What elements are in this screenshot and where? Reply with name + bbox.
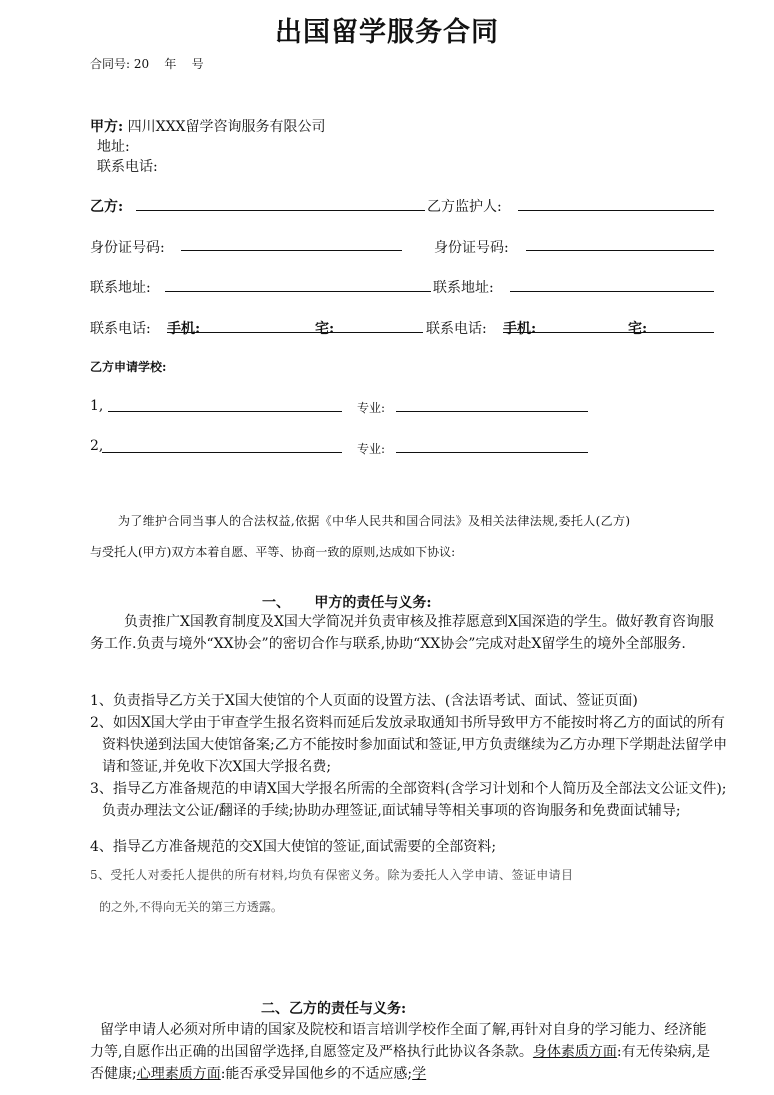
section-1-item-3: 3、指导乙方准备规范的申请X国大学报名所需的全部资料(含学习计划和个人简历及全部法文公证文件);负责办理法文公证/翻译的手续;协助办理签证,面试辅导等相关事项的咨询服务和免费面试辅导; [90,781,727,819]
tel-label-right: 联系电话: [426,321,487,337]
major-2-field[interactable] [396,452,588,453]
major-1-label: 专业: [357,401,386,415]
section-2-text-a: 留学申请人必须对所申请的国家及院校和语言培训学校作全面了解,再针对自身的学习能力、经济能力等,自愿作出正确的出国留学选择,自愿签定及严格执行此协议各条款。 [90,1022,707,1060]
section-1-item-4: 4、指导乙方准备规范的交X国大使馆的签证,面试需要的全部资料; [90,839,497,855]
section-2-paragraph [90,1019,716,1085]
section-1-item-1: 1、负责指导乙方关于X国大使馆的个人页面的设置方法、(含法语考试、面试、签证页面) [90,693,638,709]
intro-line-1: 为了维护合同当事人的合法权益,依据《中华人民共和国合同法》及相关法律法规,委托人(乙方) [118,514,631,528]
section-1-item-5-line-2: 的之外,不得向无关的第三方透露。 [99,900,283,914]
mobile-label-left: 手机: [167,321,201,337]
school-2-field[interactable] [102,452,342,453]
home-label-right: 宅: [628,321,648,337]
section-2-text-f: 学 [412,1066,427,1082]
intro-line-2: 与受托人(甲方)双方本着自愿、平等、协商一致的原则,达成如下协议: [90,545,456,559]
school-2-number: 2, [90,438,104,454]
address-field-left[interactable] [165,291,431,292]
guardian-field[interactable] [518,210,714,211]
section-1-item-5-line-1: 5、受托人对委托人提供的所有材料,均负有保密义务。除为委托人入学申请、签证申请目 [90,868,574,882]
tel-label-left: 联系电话: [90,321,151,337]
address-label-right: 联系地址: [433,280,494,296]
address-field-right[interactable] [510,291,714,292]
section-1-paragraph: 负责推广X国教育制度及X国大学简况并负责审核及推荐愿意到X国深造的学生。做好教育咨询服务工作.负责与境外“XX协会”的密切合作与联系,协助“XX协会”完成对赴X留学生的境外全部服务. [90,614,714,652]
section-2-heading: 二、乙方的责任与义务: [261,1001,407,1017]
section-2-text-e: :能否承受异国他乡的不适应感; [220,1066,413,1082]
home-label-left: 宅: [315,321,335,337]
id-label-right: 身份证号码: [434,240,509,256]
party-b-name-field[interactable] [136,210,425,211]
section-1-heading: 一、 甲方的责任与义务: [262,595,432,611]
section-2-text-c: :有无传染病,是否健康; [90,1044,711,1082]
party-a-address: 地址: [97,139,130,155]
id-field-right[interactable] [526,250,714,251]
id-field-left[interactable] [181,250,402,251]
school-1-number: 1, [90,398,104,414]
tel-field-left[interactable] [167,332,423,333]
party-a-line [90,116,326,136]
major-2-label: 专业: [357,442,386,456]
physical-quality-label: 身体素质方面 [532,1044,617,1060]
section-1-item-2: 2、如因X国大学由于审查学生报名资料而延后发放录取通知书所导致甲方不能按时将乙方的面试的所有资料快递到法国大使馆备案;乙方不能按时参加面试和签证,甲方负责继续为乙方办理下学期赴法留学申请和签证,并免收下次X国大学报名费; [90,715,728,775]
guardian-label: 乙方监护人: [427,199,502,215]
tel-field-right[interactable] [503,332,714,333]
contract-number: 合同号: 20 年 号 [90,57,204,71]
mobile-label-right: 手机: [503,321,537,337]
party-a-phone: 联系电话: [97,159,158,175]
major-1-field[interactable] [396,411,588,412]
address-label-left: 联系地址: [90,280,151,296]
school-1-field[interactable] [108,411,342,412]
party-b-label: 乙方: [90,199,124,215]
party-a-name: 四川XXX留学咨询服务有限公司 [127,119,326,135]
mental-quality-label: 心理素质方面 [136,1066,221,1082]
id-label-left: 身份证号码: [90,240,165,256]
document-title: 出国留学服务合同 [275,17,499,48]
school-label: 乙方申请学校: [90,360,167,374]
party-a-label: 甲方: [90,119,124,135]
